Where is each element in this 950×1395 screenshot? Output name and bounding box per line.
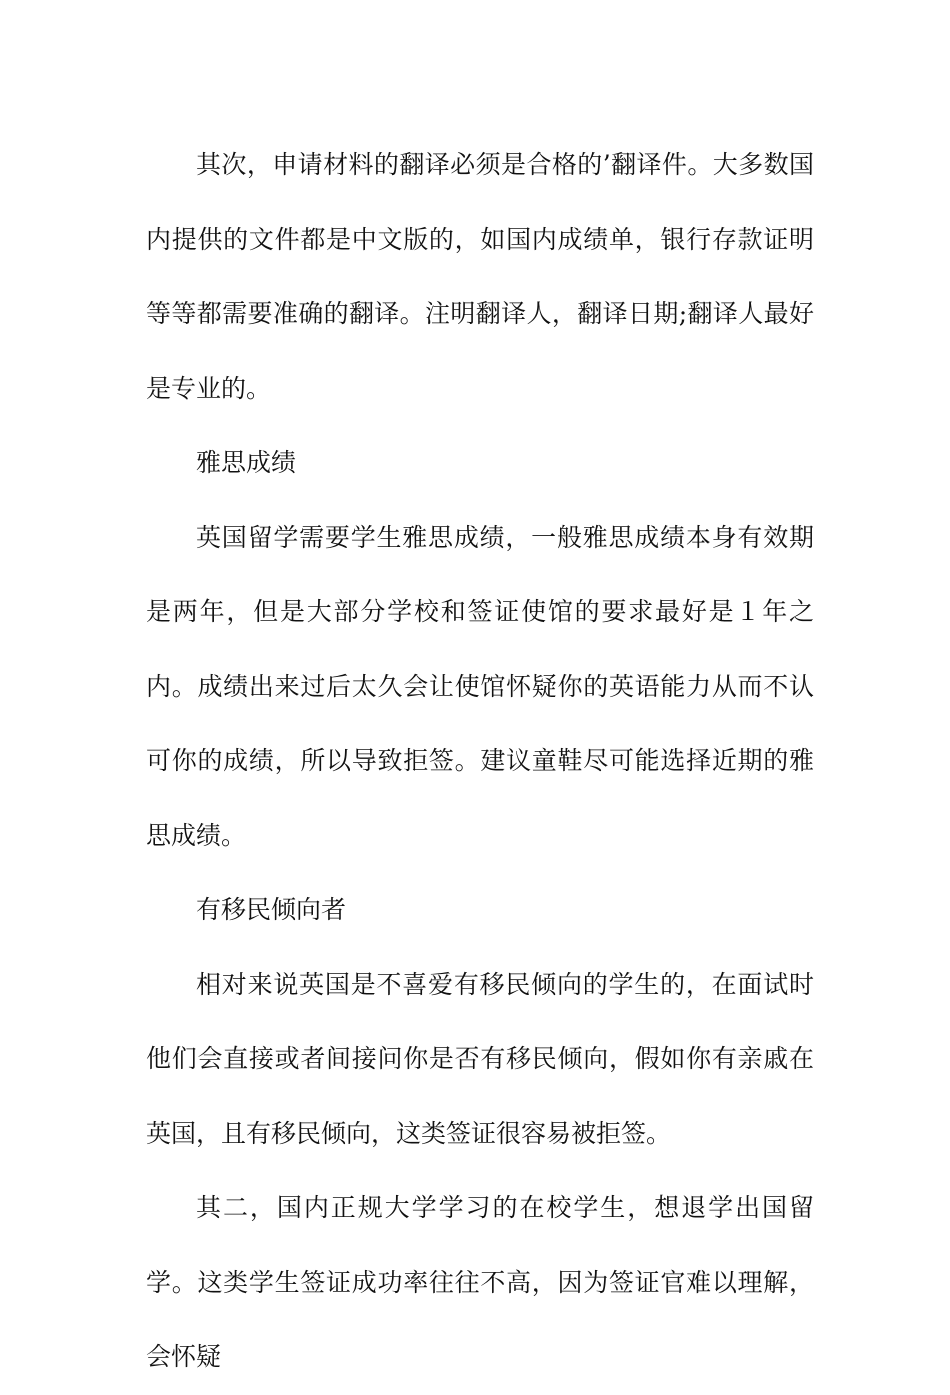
paragraph-translation-requirements: 其次，申请材料的翻译必须是合格的’翻译件。大多数国内提供的文件都是中文版的，如国内成绩单，银行存款证明等等都需要准确的翻译。注明翻译人，翻译日期;翻译人最好是专业的。 — [146, 150, 814, 403]
paragraph-immigration-tendency: 相对来说英国是不喜爱有移民倾向的学生的，在面试时他们会直接或者间接问你是否有移民倾向，假如你有亲戚在英国，且有移民倾向，这类签证很容易被拒签。 — [146, 969, 814, 1148]
paragraph-current-students: 其二，国内正规大学学习的在校学生，想退学出国留学。这类学生签证成功率往往不高，因为签证官难以理解，会怀疑 — [146, 1193, 814, 1371]
document-body — [146, 128, 814, 1395]
section-heading-immigration-tendency: 有移民倾向者 — [196, 895, 347, 924]
paragraph-ielts-validity: 英国留学需要学生雅思成绩，一般雅思成绩本身有效期是两年，但是大部分学校和签证使馆的要求最好是１年之内。成绩出来过后太久会让使馆怀疑你的英语能力从而不认可你的成绩，所以导致拒签。建议童鞋尽可能选择近期的雅思成绩。 — [146, 522, 814, 850]
section-heading-ielts: 雅思成绩 — [196, 448, 297, 477]
